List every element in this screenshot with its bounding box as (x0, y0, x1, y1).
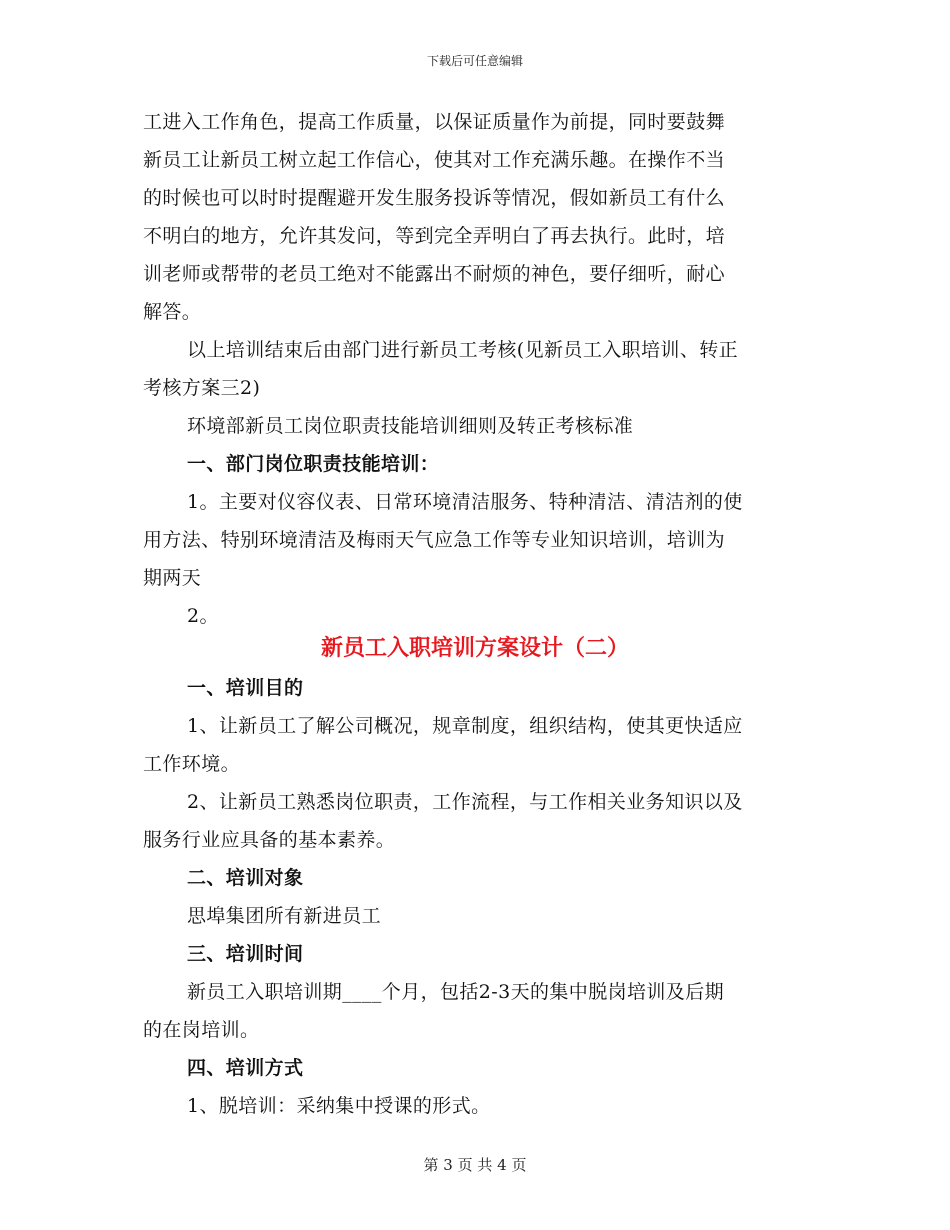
paragraph-line: 不明白的地方，允许其发问，等到完全弄明白了再去执行。此时，培 (143, 225, 726, 247)
paragraph-line: 训老师或帮带的老员工绝对不能露出不耐烦的神色，要仔细听，耐心 (143, 263, 726, 285)
paragraph-line: 环境部新员工岗位职责技能培训细则及转正考核标准 (187, 415, 634, 437)
section-heading: 三、培训时间 (187, 943, 304, 965)
paragraph-line: 新员工入职培训期____个月，包括2-3天的集中脱岗培训及后期 (187, 981, 724, 1003)
body-block-1 (143, 103, 807, 635)
paragraph-line: 新员工让新员工树立起工作信心，使其对工作充满乐趣。在操作不当 (143, 149, 726, 171)
paragraph-line: 工作环境。 (143, 753, 241, 775)
section-heading: 四、培训方式 (187, 1057, 304, 1079)
paragraph-line: 2、让新员工熟悉岗位职责，工作流程，与工作相关业务知识以及 (187, 791, 743, 813)
paragraph-line: 的在岗培训。 (143, 1019, 260, 1041)
paragraph-line: 的时候也可以时时提醒避开发生服务投诉等情况，假如新员工有什么 (143, 187, 726, 209)
section-heading: 一、培训目的 (187, 677, 304, 699)
paragraph-line: 1、脱培训：采纳集中授课的形式。 (187, 1095, 491, 1117)
section-title: 新员工入职培训方案设计（二） (320, 635, 629, 661)
paragraph-line: 以上培训结束后由部门进行新员工考核(见新员工入职培训、转正 (187, 339, 739, 361)
section-heading: 二、培训对象 (187, 867, 304, 889)
paragraph-line: 解答。 (143, 301, 202, 323)
paragraph-line: 工进入工作角色，提高工作质量，以保证质量作为前提，同时要鼓舞 (143, 111, 726, 133)
page-footer: 第 3 页 共 4 页 (423, 1156, 527, 1174)
paragraph-line: 1。主要对仪容仪表、日常环境清洁服务、特种清洁、清洁剂的使 (187, 491, 743, 513)
paragraph-line: 1、让新员工了解公司概况，规章制度，组织结构，使其更快适应 (187, 715, 743, 737)
paragraph-line: 2。 (187, 605, 219, 627)
section-heading: 一、部门岗位职责技能培训： (187, 453, 440, 475)
paragraph-line: 用方法、特别环境清洁及梅雨天气应急工作等专业知识培训，培训为 (143, 529, 726, 551)
paragraph-line: 服务行业应具备的基本素养。 (143, 829, 396, 851)
paragraph-line: 思埠集团所有新进员工 (187, 905, 382, 927)
paragraph-line: 期两天 (143, 567, 202, 589)
body-block-2 (143, 669, 807, 1125)
paragraph-line: 考核方案三2) (143, 377, 261, 399)
page-header: 下载后可任意编辑 (426, 54, 523, 68)
